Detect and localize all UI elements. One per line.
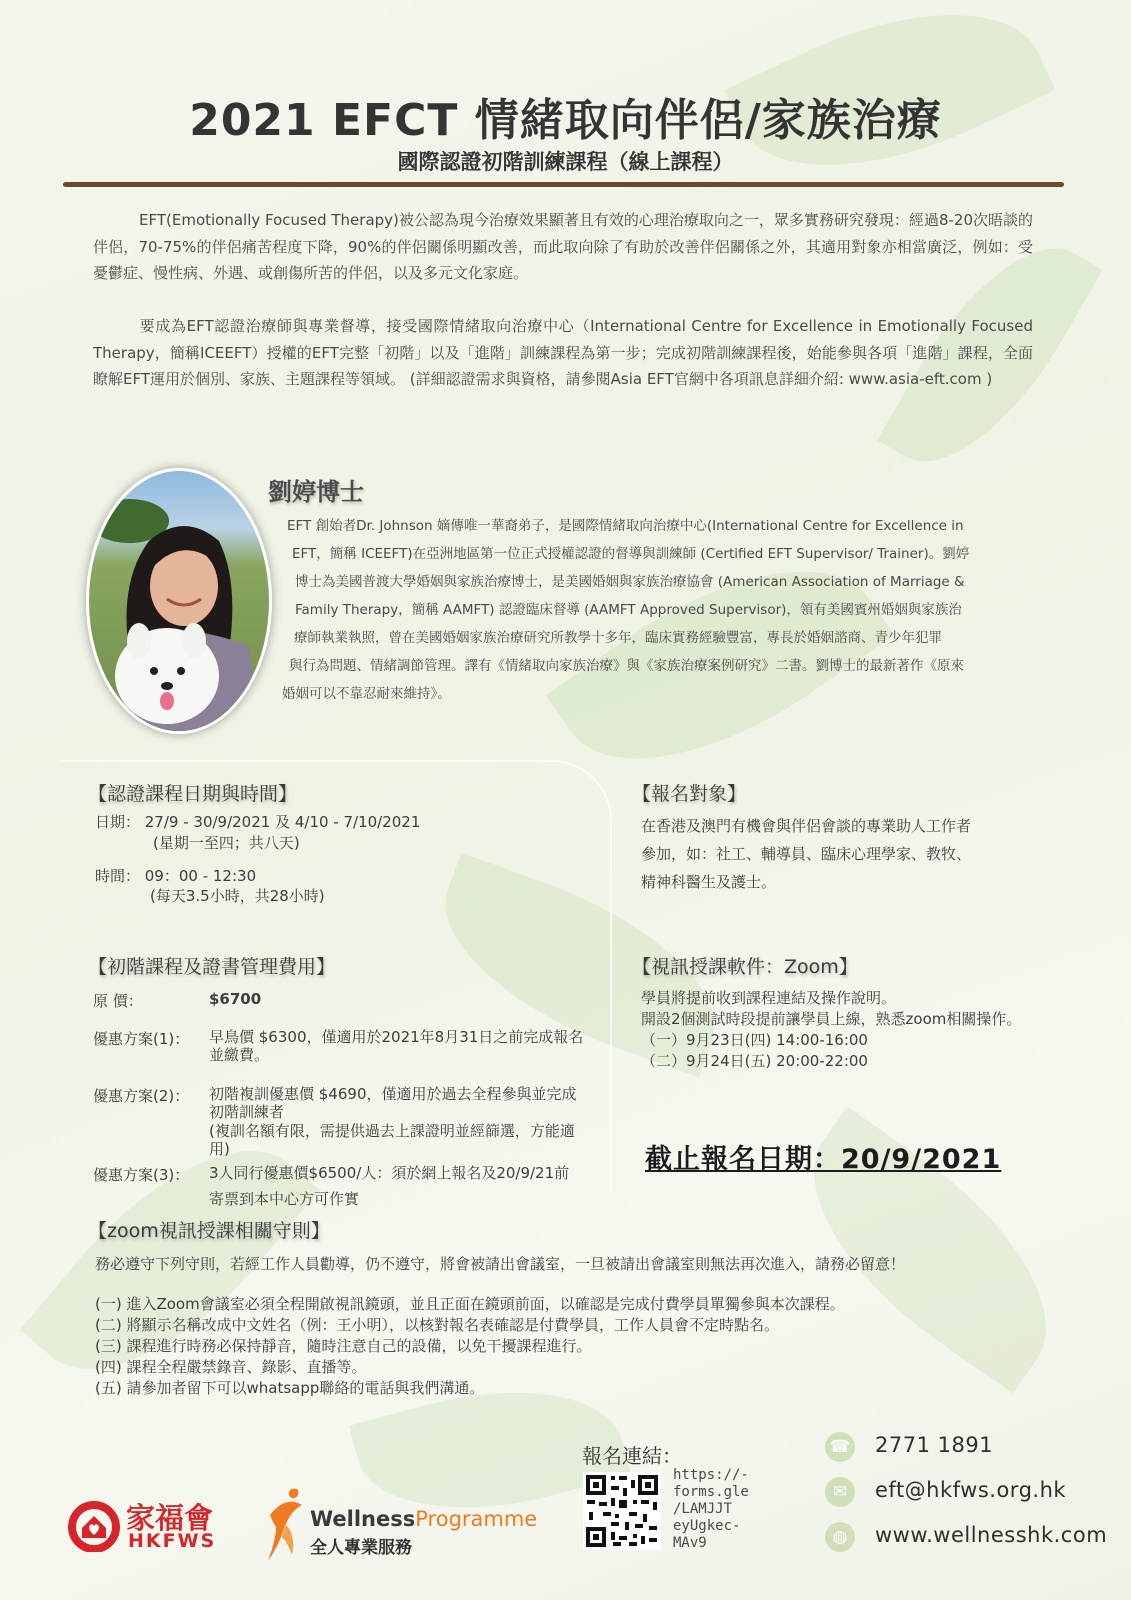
hkfws-english-name: HKFWS — [128, 1530, 217, 1552]
globe-icon: ◍ — [825, 1522, 855, 1552]
course-dates: 日期： 27/9 - 30/9/2021 及 4/10 - 7/10/2021 — [95, 813, 421, 831]
trainer-bio-line: Family Therapy，簡稱 AAMFT) 認證臨床督導 (AAMFT Approved Supervisor)，領有美國賓州婚姻與家族治 — [295, 602, 962, 618]
plan-2-label: 優惠方案(2)： — [93, 1087, 190, 1105]
title-divider — [63, 182, 1064, 187]
plan-3-line-1: 3人同行優惠價$6500/人：須於網上報名及20/9/21前 — [209, 1164, 570, 1182]
plan-2-value: 初階複訓優惠價 $4690，僅適用於過去全程參與並完成初階訓練者 — [209, 1085, 577, 1121]
hkfws-logo — [68, 1500, 217, 1556]
intro-paragraph-2-text: 要成為EFT認證治療師與專業督導，接受國際情緒取向治療中心（International Centre for Excellence in Emotionally Focused Therapy，簡稱ICEEFT）授權的EFT完整「初階」以及「進階」訓練課程為第一步；完成初階訓練課程後，始能參與各項「進階」課程，全面瞭解EFT運用於個別、家族、主題課程等領域。 (詳細認證需求與資格，請參閱Asia EFT官網中各項訊息詳細介紹: www.asia-eft.com ) — [93, 317, 1033, 388]
registration-link[interactable] — [673, 1467, 749, 1552]
website-contact[interactable] — [825, 1522, 855, 1552]
audience-line: 在香港及澳門有機會與伴侶會談的專業助人工作者 — [641, 817, 972, 835]
page-title: 2021 EFCT 情緒取向伴侶/家族治療 — [189, 95, 942, 146]
plan-3-line-2: 寄票到本中心方可作實 — [209, 1190, 360, 1208]
programme-word: Programme — [415, 1507, 538, 1531]
phone-contact[interactable] — [825, 1432, 855, 1462]
zoom-heading: 【視訊授課軟件：Zoom】 — [632, 956, 858, 978]
trainer-bio-line: EFT 創始者Dr. Johnson 嫡傳唯一華裔弟子，是國際情緒取向治療中心(International Centre for Excellence in — [287, 518, 964, 534]
course-dates-note: (星期一至四；共八天) — [153, 834, 300, 852]
registration-link-line: forms.gle — [673, 1484, 749, 1500]
registration-qr-code[interactable] — [583, 1472, 661, 1550]
registration-label: 報名連結： — [582, 1444, 682, 1468]
audience-heading: 【報名對象】 — [632, 783, 747, 805]
audience-line: 參加，如：社工、輔導員、臨床心理學家、教牧、 — [641, 845, 972, 863]
wellness-figure-icon — [262, 1485, 312, 1565]
zoom-line: （二）9月24日(五) 20:00-22:00 — [641, 1052, 868, 1070]
plan-1-value: 早鳥價 $6300，僅適用於2021年8月31日之前完成報名並繳費。 — [209, 1028, 584, 1064]
plan-3-label: 優惠方案(3)： — [93, 1166, 190, 1184]
rule-item: (一) 進入Zoom會議室必須全程開啟視訊鏡頭，並且正面在鏡頭前面，以確認是完成付費學員單獨參與本次課程。 — [95, 1295, 845, 1313]
course-time: 時間： 09：00 - 12:30 — [95, 867, 257, 885]
intro-paragraph-1-text: EFT(Emotionally Focused Therapy)被公認為現今治療效果顯著且有效的心理治療取向之一，眾多實務研究發現：經過8-20次晤談的伴侶，70-75%的伴侶痛苦程度下降，90%的伴侶關係明顯改善，而此取向除了有助於改善伴侶關係之外，其適用對象亦相當廣泛，例如：受憂鬱症、慢性病、外遇、或創傷所苦的伴侶，以及多元文化家庭。 — [93, 211, 1033, 282]
zoom-line: （一）9月23日(四) 14:00-16:00 — [641, 1031, 868, 1049]
registration-link-line: eyUgkec- — [673, 1518, 741, 1534]
schedule-heading: 【認證課程日期與時間】 — [88, 783, 298, 805]
zoom-line: 學員將提前收到課程連結及操作說明。 — [641, 989, 897, 1007]
intro-paragraph-2 — [93, 313, 1033, 393]
registration-link-line: MAv9 — [673, 1535, 707, 1551]
fees-heading: 【初階課程及證書管理費用】 — [88, 956, 336, 978]
trainer-bio-line: 博士為美國普渡大學婚姻與家族治療博士，是美國婚姻與家族治療協會 (American Association of Marriage & — [295, 574, 965, 590]
rules-heading: 【zoom視訊授課相關守則】 — [88, 1220, 330, 1242]
page-subtitle: 國際認證初階訓練課程（線上課程） — [397, 150, 734, 174]
email-address[interactable]: eft@hkfws.org.hk — [875, 1478, 1067, 1502]
wellness-logo — [262, 1485, 538, 1569]
course-time-note: (每天3.5小時，共28小時) — [150, 887, 325, 905]
zoom-line: 開設2個測試時段提前讓學員上線，熟悉zoom相關操作。 — [641, 1010, 1022, 1028]
hkfws-house-icon — [68, 1500, 120, 1552]
trainer-bio-line: 與行為問題、情緒調節管理。譯有《情緒取向家族治療》與《家族治療案例研究》二書。劉博士的最新著作《原來 — [289, 658, 964, 674]
registration-link-line: https://- — [673, 1467, 749, 1483]
plan-1-label: 優惠方案(1)： — [93, 1030, 190, 1048]
rule-item: (二) 將顯示名稱改成中文姓名（例：王小明），以核對報名表確認是付費學員，工作人員會不定時點名。 — [95, 1316, 779, 1334]
phone-icon: ☎ — [825, 1432, 855, 1462]
rule-item: (四) 課程全程嚴禁錄音、錄影、直播等。 — [95, 1358, 367, 1376]
rule-item: (五) 請參加者留下可以whatsapp聯絡的電話與我們溝通。 — [95, 1379, 485, 1397]
trainer-bio-line: 婚姻可以不靠忍耐來維持》。 — [282, 686, 451, 702]
trainer-name: 劉婷博士 — [268, 478, 364, 506]
website-url[interactable]: www.wellnesshk.com — [875, 1523, 1108, 1547]
trainer-bio-line: EFT，簡稱 ICEEFT)在亞洲地區第一位正式授權認證的督導與訓練師 (Certified EFT Supervisor/ Trainer)。劉婷 — [292, 546, 970, 562]
trainer-bio-line: 療師執業執照，曾在美國婚姻家族治療研究所教學十多年，臨床實務經驗豐富，專長於婚姻諮商、青少年犯罪 — [294, 630, 942, 646]
intro-paragraph-1 — [93, 207, 1033, 287]
phone-number[interactable]: 2771 1891 — [875, 1433, 994, 1457]
trainer-photo — [86, 468, 272, 734]
rule-item: (三) 課程進行時務必保持靜音，隨時注意自己的設備，以免干擾課程進行。 — [95, 1337, 592, 1355]
rules-intro: 務必遵守下列守則，若經工作人員勸導，仍不遵守，將會被請出會議室，一旦被請出會議室則無法再次進入，請務必留意！ — [95, 1255, 906, 1273]
email-icon: ✉ — [825, 1477, 855, 1507]
wellness-chinese-name: 全人專業服務 — [310, 1538, 412, 1558]
original-price-label: 原 價： — [93, 992, 143, 1010]
hkfws-chinese-name: 家福會 — [126, 1501, 214, 1535]
plan-2-note: (複訓名額有限，需提供過去上課證明並經篩選，方能適用) — [209, 1122, 575, 1158]
wellness-word: Wellness — [310, 1507, 416, 1531]
registration-link-line: /LAMJJT — [673, 1501, 733, 1517]
original-price-value: $6700 — [209, 990, 262, 1008]
email-contact[interactable] — [825, 1477, 855, 1507]
audience-line: 精神科醫生及護士。 — [641, 873, 777, 891]
wellness-programme-name — [310, 1507, 537, 1531]
registration-deadline: 截止報名日期：20/9/2021 — [645, 1144, 1002, 1175]
